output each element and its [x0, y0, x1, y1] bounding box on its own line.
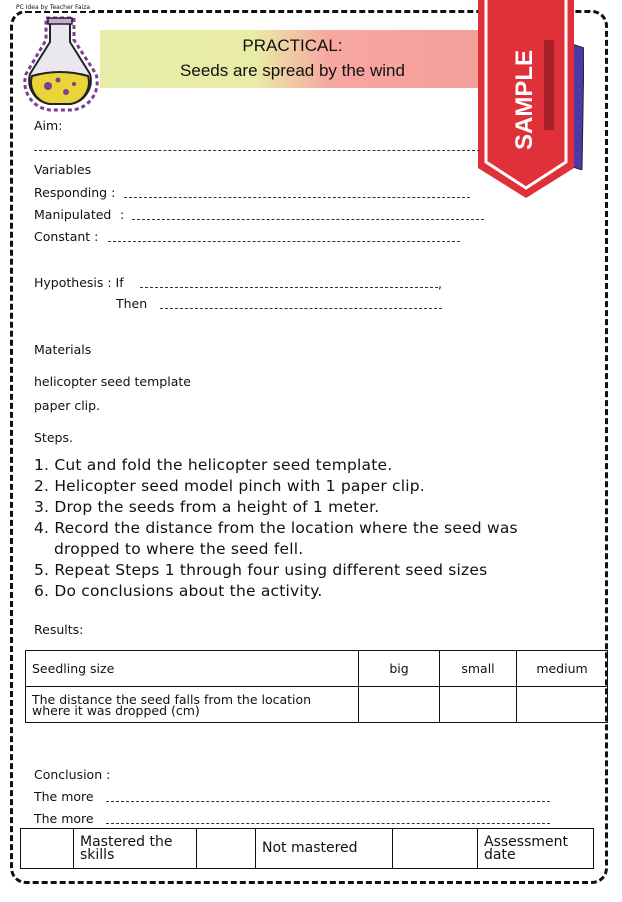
distance-label-line2: where it was dropped (cm) [32, 702, 200, 718]
mastered-label-line2: skills [80, 846, 115, 863]
step-item: 1. Cut and fold the helicopter seed template. [34, 456, 393, 474]
hypothesis-if-line [140, 287, 438, 288]
assessment-date-label [478, 829, 594, 869]
not-mastered-label: Not mastered [256, 829, 393, 869]
sample-ribbon [478, 0, 574, 200]
steps-heading: Steps. [34, 430, 73, 445]
size-small: small [440, 651, 517, 687]
conclusion-line-label: The more [34, 811, 94, 826]
seedling-size-label: Seedling size [26, 651, 359, 687]
blank-cell [393, 829, 478, 869]
assessment-date-line2: date [484, 846, 516, 863]
materials-heading: Materials [34, 342, 92, 357]
material-item: helicopter seed template [34, 374, 191, 389]
step-item: 3. Drop the seeds from a height of 1 meter. [34, 498, 380, 516]
conclusion-line-label: The more [34, 789, 94, 804]
step-item: 5. Repeat Steps 1 through four using different seed sizes [34, 561, 488, 579]
conclusion-label: Conclusion : [34, 767, 111, 782]
material-item: paper clip. [34, 398, 101, 413]
mastered-checkbox-cell[interactable] [21, 829, 74, 869]
table-row [21, 829, 594, 869]
hypothesis-label: Hypothesis : If [34, 275, 124, 290]
step-item-continued: dropped to where the seed fell. [54, 540, 304, 558]
distance-label [26, 687, 359, 723]
page-subtitle: Seeds are spread by the wind [180, 61, 405, 80]
assessment-date-line1: Assessment [484, 833, 568, 850]
distance-big-cell[interactable] [359, 687, 440, 723]
hypothesis-then-line [160, 308, 442, 309]
distance-small-cell[interactable] [440, 687, 517, 723]
manipulated-line [132, 219, 484, 220]
not-mastered-checkbox-cell[interactable] [197, 829, 256, 869]
distance-medium-cell[interactable] [517, 687, 608, 723]
constant-line [108, 241, 460, 242]
constant-label: Constant : [34, 229, 99, 244]
responding-label: Responding : [34, 185, 116, 200]
conclusion-line [106, 801, 550, 802]
table-row [26, 687, 608, 723]
conclusion-line [106, 823, 550, 824]
mastered-label-line1: Mastered the [80, 833, 173, 850]
aim-answer-line [34, 150, 480, 151]
assessment-table [20, 828, 594, 869]
hypothesis-then-label: Then [116, 296, 148, 311]
table-row [26, 651, 608, 687]
mastered-label [74, 829, 197, 869]
results-heading: Results: [34, 622, 84, 637]
step-item: 6. Do conclusions about the activity. [34, 582, 323, 600]
page-title: PRACTICAL: [242, 36, 343, 55]
flask-icon [16, 14, 106, 112]
size-medium: medium [517, 651, 608, 687]
size-big: big [359, 651, 440, 687]
hypothesis-comma: , [438, 276, 442, 291]
sample-label: SAMPLE [511, 49, 538, 150]
title-banner [100, 30, 485, 88]
variables-heading: Variables [34, 162, 92, 177]
step-item: 4. Record the distance from the location where the seed was [34, 519, 518, 537]
step-item: 2. Helicopter seed model pinch with 1 paper clip. [34, 477, 425, 495]
manipulated-label: Manipulated [34, 207, 112, 222]
results-table [25, 650, 608, 723]
credit-text: PC Idea by Teacher Faiza [16, 4, 91, 11]
aim-label: Aim: [34, 118, 63, 133]
manipulated-colon: : [120, 207, 125, 222]
responding-line [124, 197, 470, 198]
distance-label-line1: The distance the seed falls from the location [32, 691, 312, 707]
